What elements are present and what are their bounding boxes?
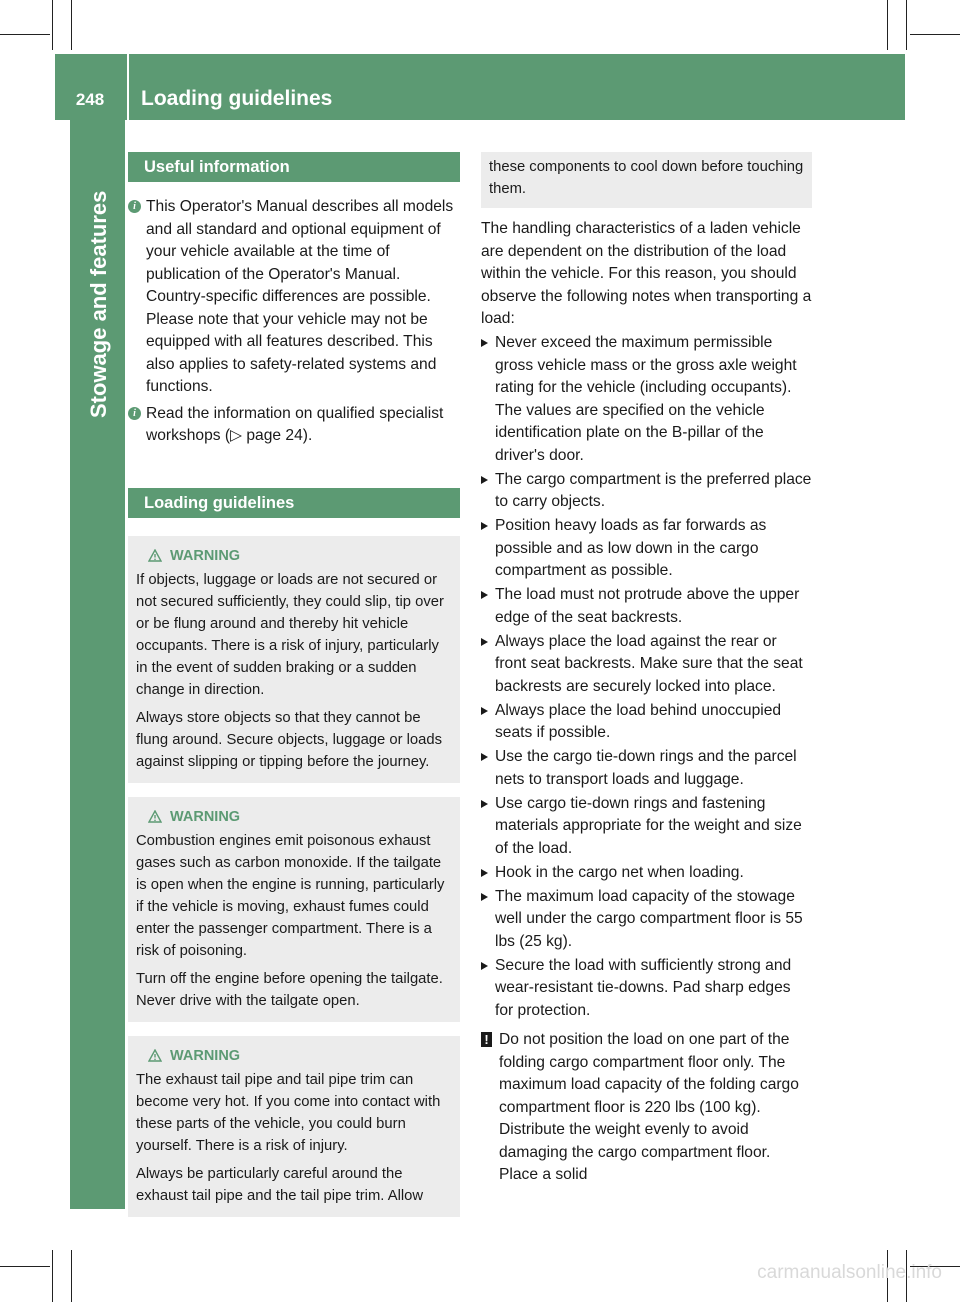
list-item: The maximum load capacity of the stowage well under the cargo compartment floor is 55 lbs (25 kg). [481,886,812,954]
warning-paragraph: Always be particularly careful around the exhaust tail pipe and the tail pipe trim. Allow [136,1165,424,1204]
section-heading-loading-guidelines: Loading guidelines [128,488,460,518]
page-title: Loading guidelines [141,87,333,110]
exclamation-icon: ! [481,1032,492,1047]
warning-paragraph: The exhaust tail pipe and tail pipe trim can become very hot. If you come into contact with these parts of the vehicle, you could burn yourself. There is a risk of injury. [136,1071,441,1154]
warning-heading [136,1045,452,1067]
crop-mark [887,0,888,50]
side-tab-strip [0,120,55,1209]
side-tab-text: Stowage and features [86,190,111,418]
left-column [128,152,460,1217]
crop-mark [71,1250,72,1302]
list-item: Hook in the cargo net when loading. [481,862,812,885]
info-icon: i [128,200,141,213]
list-item: The cargo compartment is the preferred place to carry objects. [481,469,812,514]
warning-continuation-box [481,152,812,208]
list-item: Use the cargo tie-down rings and the parcel nets to transport loads and luggage. [481,746,812,791]
page-number: 248 [75,90,105,109]
warning-box [128,797,460,1022]
info-text: Read the information on qualified specialist workshops (▷ page 24). [146,404,444,444]
info-icon: i [128,407,141,420]
caution-text: Do not position the load on one part of the folding cargo compartment floor only. The maximum load capacity of the folding cargo compartment floor is 220 lbs (100 kg). Distribute the weight evenly to avoid damaging the cargo compartment floor. Place a solid [499,1031,799,1183]
warning-heading [136,545,452,567]
warning-label: WARNING [170,547,241,564]
warning-box [128,1036,460,1217]
crop-mark [52,1250,53,1302]
warning-triangle-icon [148,1049,162,1062]
info-note [128,403,460,448]
warning-heading [136,806,452,828]
crop-mark [906,0,907,50]
list-item: Always place the load against the rear or front seat backrests. Make sure that the seat backrests are securely locked into place. [481,631,812,699]
crop-mark [0,1266,50,1267]
warning-label: WARNING [170,1047,241,1064]
loading-rules-list [481,332,812,1022]
warning-triangle-icon [148,549,162,562]
list-item: Use cargo tie-down rings and fastening materials appropriate for the weight and size of the load. [481,793,812,861]
info-note [128,196,460,399]
crop-mark [0,34,50,35]
warning-paragraph: Combustion engines emit poisonous exhaust gases such as carbon monoxide. If the tailgate is open when the engine is running, particularly if the vehicle is moving, exhaust fumes could enter the passenger compartment. There is a risk of poisoning. [136,832,445,959]
crop-mark [910,34,960,35]
caution-note [481,1029,812,1187]
warning-label: WARNING [170,808,241,825]
list-item: Always place the load behind unoccupied seats if possible. [481,700,812,745]
page-header [55,54,905,120]
side-tab-label [70,120,125,1209]
right-column [481,152,812,1187]
list-item: Position heavy loads as far forwards as possible and as low down in the cargo compartment as possible. [481,515,812,583]
header-divider [127,54,129,120]
watermark: carmanualsonline.info [757,1262,942,1283]
crop-mark [71,0,72,50]
warning-box [128,536,460,783]
intro-paragraph: The handling characteristics of a laden vehicle are dependent on the distribution of the load within the vehicle. For this reason, you should observe the following notes when transporting a load: [481,220,812,327]
section-heading-useful-information: Useful information [128,152,460,182]
warning-paragraph: Turn off the engine before opening the tailgate. Never drive with the tailgate open. [136,970,443,1009]
list-item: The load must not protrude above the upper edge of the seat backrests. [481,584,812,629]
warning-triangle-icon [148,810,162,823]
list-item: Secure the load with sufficiently strong and wear-resistant tie-downs. Pad sharp edges for protection. [481,955,812,1023]
warning-paragraph: If objects, luggage or loads are not secured or not secured sufficiently, they could slip, tip over or be flung around and thereby hit vehicle occupants. There is a risk of injury, particularly in the event of sudden braking or a sudden change in direction. [136,571,444,698]
warning-continuation-text: these components to cool down before touching them. [489,159,804,197]
list-item: Never exceed the maximum permissible gross vehicle mass or the gross axle weight rating for the vehicle (including occupants). The values are specified on the vehicle identification plate on the B-pillar of the driver's door. [481,332,812,467]
info-text: This Operator's Manual describes all models and all standard and optional equipment of your vehicle available at the time of publication of the Operator's Manual. Country-specific differences are possible. Please note that your vehicle may not be equipped with all features described. This also applies to safety-related systems and functions. [146,198,454,395]
crop-mark [52,0,53,50]
warning-paragraph: Always store objects so that they cannot be flung around. Secure objects, luggage or loads against slipping or tipping before the journey. [136,709,443,770]
